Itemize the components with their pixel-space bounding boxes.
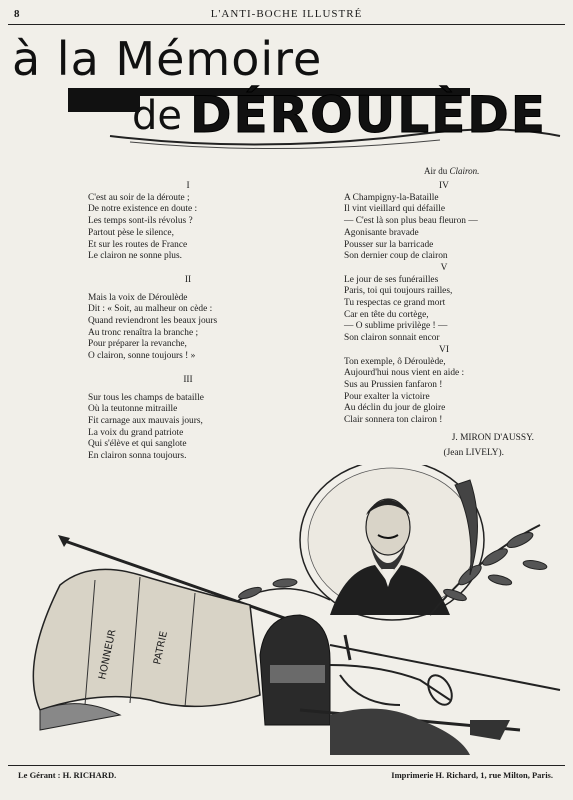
verse-line: Agonisante bravade: [344, 227, 419, 238]
footer-rule: [8, 765, 565, 766]
verse-line: Pour préparer la revanche,: [88, 339, 187, 350]
tune-prefix: Air du: [424, 166, 448, 176]
poem-column-left: [88, 181, 288, 463]
verse-line: Mais la voix de Déroulède: [88, 292, 188, 303]
verse-line: Son dernier coup de clairon: [344, 251, 448, 262]
header-rule: [8, 24, 565, 25]
verse-line: C'est au soir de la déroute ;: [88, 192, 190, 203]
memorial-illustration: [0, 465, 573, 760]
verse-line: Pour exalter la victoire: [344, 391, 430, 402]
title-line-1: à la Mémoire: [12, 32, 323, 86]
verse-line: Au tronc renaîtra la branche ;: [88, 327, 199, 338]
verse-line: Fit carnage aux mauvais jours,: [88, 415, 203, 426]
verse-line: Partout pèse le silence,: [88, 227, 174, 238]
verse-line: La voix du grand patriote: [88, 427, 184, 438]
drapery: [330, 709, 470, 755]
verse-line: — C'est là son plus beau fleuron —: [344, 216, 478, 227]
verse-line: Son clairon sonnait encor: [344, 333, 440, 344]
verse-line: Où la teutonne mitraille: [88, 404, 178, 415]
author-signature: J. MIRON D'AUSSY.: [451, 432, 534, 443]
verse-line: Dit : « Soit, au malheur on cède :: [88, 304, 213, 315]
flag-word-honneur: HONNEUR: [97, 628, 119, 681]
verse-line: Qui s'élève et qui sanglote: [88, 439, 187, 450]
verse-line: Le jour de ses funérailles: [344, 274, 439, 285]
title-line-2: [100, 86, 560, 144]
stanza-numeral: V: [440, 262, 448, 273]
verse-line: Pousser sur la barricade: [344, 239, 434, 250]
verse-line: A Champigny-la-Bataille: [344, 192, 439, 203]
verse-line: De notre existence en doute :: [88, 204, 198, 215]
publication-title: L'ANTI-BOCHE ILLUSTRÉ: [210, 8, 363, 20]
verse-line: Car en tête du cortège,: [344, 309, 429, 320]
stanza-numeral: I: [186, 181, 190, 191]
verse-line: Les temps sont-ils révolus ?: [88, 216, 193, 227]
verse-line: Paris, toi qui toujours railles,: [344, 286, 453, 297]
page-number: 8: [14, 8, 20, 20]
stanza-numeral: VI: [439, 344, 449, 355]
verse-line: En clairon sonna toujours.: [88, 451, 187, 462]
flag-icon: [33, 569, 260, 710]
poem-column-right: [344, 181, 544, 460]
flag-word-patrie: PATRIE: [152, 630, 170, 666]
verse-line: — O sublime privilège ! —: [344, 321, 448, 332]
title-name: DÉROULÈDE: [190, 86, 547, 144]
author-pseudonym: (Jean LIVELY).: [443, 448, 504, 459]
running-header: [10, 8, 563, 22]
verse-line: Sus au Prussien fanfaron !: [344, 379, 443, 390]
bugle-icon: [330, 665, 457, 709]
footer-manager: Le Gérant : H. RICHARD.: [18, 770, 117, 780]
verse-line: Il vint vieillard qui défaille: [344, 204, 446, 215]
verse-line: Clair sonnera ton clairon !: [344, 415, 443, 426]
title-de: de: [132, 93, 182, 139]
verse-line: Le clairon ne sonne plus.: [88, 251, 182, 262]
verse-line: Aujourd'hui nous vient en aide :: [344, 368, 465, 379]
verse-line: Et sur les routes de France: [88, 239, 188, 250]
verse-line: Au déclin du jour de gloire: [344, 403, 446, 414]
verse-line: O clairon, sonne toujours ! »: [88, 351, 196, 362]
tune-note: [424, 166, 479, 176]
verse-line: Sur tous les champs de bataille: [88, 392, 204, 403]
stanza-numeral: II: [184, 274, 192, 285]
stanza-numeral: III: [183, 374, 193, 385]
helmet-icon: [260, 615, 330, 725]
tune-name: Clairon.: [449, 166, 480, 176]
stanza-numeral: IV: [439, 181, 449, 191]
verse-line: Ton exemple, ô Déroulède,: [344, 356, 446, 367]
verse-line: Quand reviendront les beaux jours: [88, 316, 218, 327]
verse-line: Tu respectas ce grand mort: [344, 298, 446, 309]
footer-printer: Imprimerie H. Richard, 1, rue Milton, Paris.: [391, 770, 553, 780]
